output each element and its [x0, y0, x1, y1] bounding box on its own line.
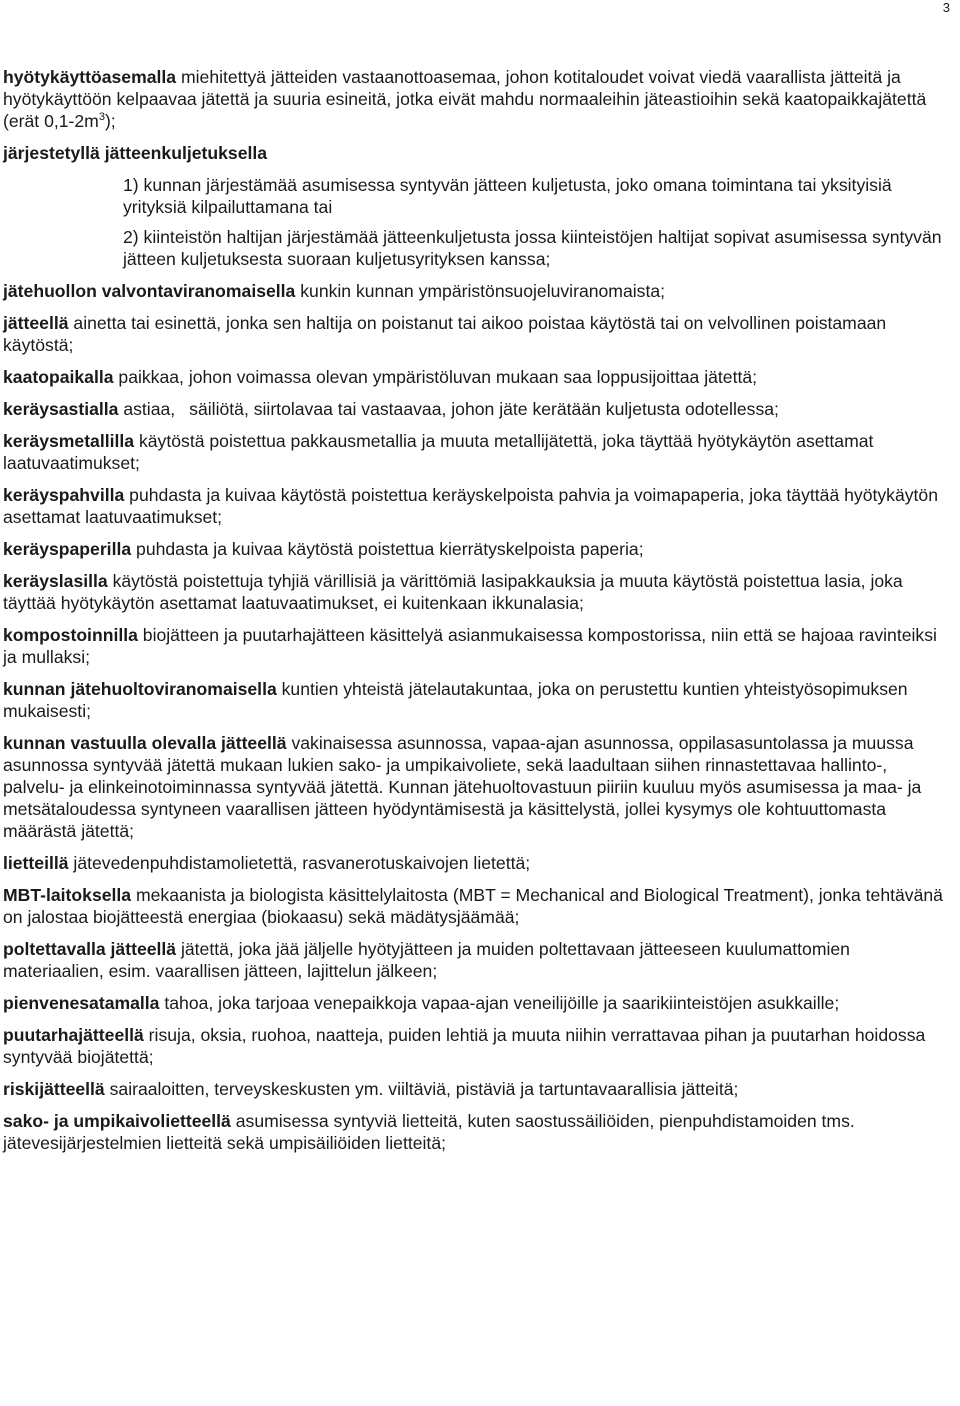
document-body [3, 66, 953, 1164]
sub-item: 1) kunnan järjestämää asumisessa syntyvän jätteen kuljetusta, joko omana toimintana tai yksityisiä yrityksiä kilpailuttamana tai [123, 175, 892, 217]
definition-term: kompostoinnilla [3, 625, 138, 645]
definition-term: poltettavalla jätteellä [3, 939, 177, 959]
definition-term: sako- ja umpikaivolietteellä [3, 1111, 231, 1131]
definition-mbt-laitos [3, 884, 953, 928]
definition-text: kunkin kunnan ympäristönsuojeluviranomaista; [295, 281, 666, 301]
definition-text: asumisessa syntyviä lietteitä, kuten saostussäiliöiden, pienpuhdistamoiden tms. jätevesijärjestelmien lietteitä sekä umpisäiliöiden lietteitä; [3, 1111, 855, 1153]
definition-text-tail: ); [104, 111, 116, 131]
definition-text: käytöstä poistettua pakkausmetallia ja muuta metallijätettä, joka täyttää hyötykäytön asettamat laatuvaatimukset; [3, 431, 874, 473]
definition-text: vakinaisessa asunnossa, vapaa-ajan asunnossa, oppilasasuntolassa ja muussa asunnossa syntyvää jätettä mukaan lukien sako- ja umpikaivoliete, sekä laadultaan siihen rinnastettavaa hallinto-, palvelu- ja elinkeinotoiminnassa syntyvää jätettä. Kunnan jätehuoltovastuun piiriin kuuluu myös asumisessa ja maa- ja metsätaloudessa syntyneen vaarallisen jätteen hyödyntämisestä ja käsittelystä, jollei kysymys ole kohtuuttomasta määrästä jätettä; [3, 733, 922, 841]
definition-term: jätteellä [3, 313, 69, 333]
definition-jatehuoltoviranomainen [3, 678, 953, 722]
definition-text: käytöstä poistettuja tyhjiä värillisiä ja värittömiä lasipakkauksia ja muuta käytöstä poistettua lasia, joka täyttää hyötykäytön asettamat laatuvaatimukset, ei kuitenkaan ikkunalasia; [3, 571, 903, 613]
sub-item: 2) kiinteistön haltijan järjestämää jätteenkuljetusta jossa kiinteistöjen haltijat sopivat asumisessa syntyvän jätteen kuljetuksesta suoraan kuljetusyrityksen kanssa; [123, 227, 942, 269]
definition-term: jätehuollon valvontaviranomaisella [3, 281, 296, 301]
definition-text: risuja, oksia, ruohoa, naatteja, puiden lehtiä ja muuta niihin verrattavaa pihan ja puutarhan hoidossa syntyvää biojätettä; [3, 1025, 926, 1067]
definition-text: puhdasta ja kuivaa käytöstä poistettua keräyskelpoista pahvia ja voimapaperia, joka täyttää hyötykäytön asettamat laatuvaatimukset; [3, 485, 938, 527]
definition-term: MBT-laitoksella [3, 885, 132, 905]
definition-text-continued: säiliötä, siirtolavaa tai vastaavaa, johon jäte kerätään kuljetusta odotellessa; [189, 399, 779, 419]
definition-keraysmetalli [3, 430, 953, 474]
definition-term: keräysastialla [3, 399, 119, 419]
definition-text: kuntien yhteistä jätelautakuntaa, joka on perustettu kuntien yhteistyösopimuksen mukaisesti; [3, 679, 908, 721]
definition-sako-ja-umpikaivoliete [3, 1110, 953, 1154]
definition-text: tahoa, joka tarjoaa venepaikkoja vapaa-ajan veneilijöille ja saarikiinteistöjen asukkaille; [159, 993, 840, 1013]
definition-text: miehitettyä jätteiden vastaanottoasemaa, johon kotitaloudet voivat viedä vaarallista jätteitä ja hyötykäyttöön kelpaavaa jätettä ja suuria esineitä, jotka eivät mahdu normaaleihin jäteastioihin sekä kaatopaikkajätettä (erät 0,1-2m [3, 67, 927, 131]
definition-term: hyötykäyttöasemalla [3, 67, 177, 87]
definition-pienvenesatama [3, 992, 953, 1014]
definition-term: riskijätteellä [3, 1079, 105, 1099]
definition-riskijate [3, 1078, 953, 1100]
definition-poltettava-jate [3, 938, 953, 982]
definition-jate [3, 312, 953, 356]
definition-hyotykayttoasema [3, 66, 953, 132]
definition-text: puhdasta ja kuivaa käytöstä poistettua kierrätyskelpoista paperia; [131, 539, 644, 559]
definition-keräyspahvi [3, 484, 953, 528]
definition-term: keräyspaperilla [3, 539, 132, 559]
sub-list [123, 174, 953, 270]
definition-term: kunnan jätehuoltoviranomaisella [3, 679, 277, 699]
definition-puutarhajate [3, 1024, 953, 1068]
definition-text: jätettä, joka jää jäljelle hyötyjätteen ja muiden poltettavaan jätteeseen kuulumattomien materiaalien, esim. vaarallisen jätteen, lajittelun jälkeen; [3, 939, 850, 981]
definition-kunnan-vastuulla-oleva-jate [3, 732, 953, 842]
definition-kompostointi [3, 624, 953, 668]
definition-term: keräysmetallilla [3, 431, 135, 451]
definition-keräyspaperi [3, 538, 953, 560]
definition-term: pienvenesatamalla [3, 993, 160, 1013]
definition-term: kaatopaikalla [3, 367, 114, 387]
definition-text: sairaaloitten, terveyskeskusten ym. viiltäviä, pistäviä ja tartuntavaarallisia jätteitä; [104, 1079, 739, 1099]
definition-valvontaviranomainen [3, 280, 953, 302]
definition-keräyslasi [3, 570, 953, 614]
definition-text: ainetta tai esinettä, jonka sen haltija on poistanut tai aikoo poistaa käytöstä tai on velvollinen poistamaan käytöstä; [3, 313, 887, 355]
definition-jarjestetty-jatteenkuljetus [3, 142, 953, 164]
definition-text: paikkaa, johon voimassa olevan ympäristöluvan mukaan saa loppusijoittaa jätettä; [113, 367, 758, 387]
definition-term: lietteillä [3, 853, 69, 873]
definition-text: jätevedenpuhdistamolietettä, rasvanerotuskaivojen lietettä; [68, 853, 531, 873]
definition-text: biojätteen ja puutarhajätteen käsittelyä asianmukaisessa kompostorissa, niin että se hajoaa ravinteiksi ja mullaksi; [3, 625, 937, 667]
page-number: 3 [942, 0, 950, 15]
definition-term: järjestetyllä jätteenkuljetuksella [3, 143, 268, 163]
definition-term: keräyspahvilla [3, 485, 125, 505]
superscript: 3 [98, 111, 105, 124]
definition-term: keräyslasilla [3, 571, 108, 591]
definition-term: kunnan vastuulla olevalla jätteellä [3, 733, 287, 753]
definition-keraysastia [3, 398, 953, 420]
definition-text: mekaanista ja biologista käsittelylaitosta (MBT = Mechanical and Biological Treatment), jonka tehtävänä on jalostaa biojätteestä energiaa (biokaasu) sekä mädätysjäämää; [3, 885, 943, 927]
definition-term: puutarhajätteellä [3, 1025, 144, 1045]
definition-lietteet [3, 852, 953, 874]
definition-kaatopaikka [3, 366, 953, 388]
definition-text: astiaa, [118, 399, 176, 419]
